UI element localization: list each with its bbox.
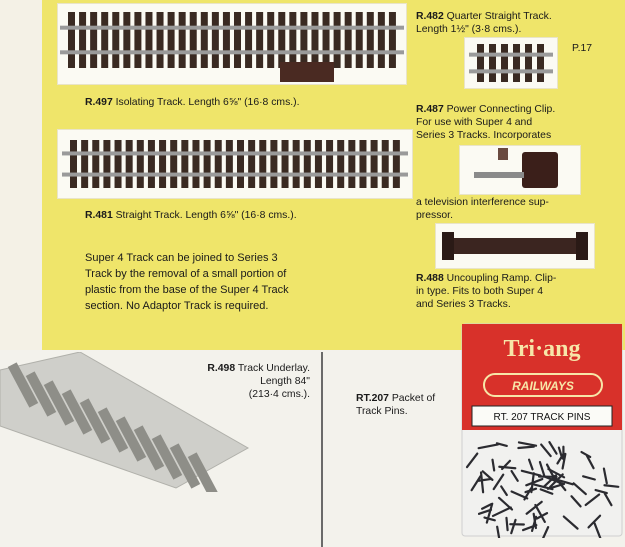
r497-isolating-track-image — [58, 4, 406, 84]
r498-caption: R.498 Track Underlay. Length 84" (213·4 cms.). — [207, 363, 310, 400]
clip-body — [522, 152, 558, 188]
r488-caption: R.488 Uncoupling Ramp. Clip- in type. Fits to both Super 4 and Series 3 Tracks. — [416, 273, 557, 310]
column-divider — [321, 352, 323, 547]
packet-brand: Tri·ang — [503, 336, 581, 362]
track-sleepers — [68, 12, 396, 68]
ramp-end-left — [442, 232, 454, 260]
rt207-packet — [460, 322, 625, 538]
r487-power-clip-image — [460, 146, 580, 194]
page-number: P.17 — [572, 43, 593, 54]
r481-caption: R.481 Straight Track. Length 6⅝" (16·8 cms.). — [85, 210, 297, 221]
packet-label: RT. 207 TRACK PINS — [493, 412, 591, 423]
r482-caption: R.482 Quarter Straight Track. Length 1½" (3·8 cms.). — [416, 11, 552, 35]
r497-caption: R.497 Isolating Track. Length 6⅝" (16·8 cms.). — [85, 97, 300, 108]
track-pin — [506, 518, 507, 530]
track-pin — [604, 485, 618, 487]
clip-tab — [498, 148, 508, 160]
track-rails — [60, 26, 404, 55]
r488-uncoupling-ramp-image — [436, 224, 594, 268]
track-pin — [499, 467, 515, 468]
track-pin — [518, 447, 533, 448]
r481-straight-track-image — [58, 130, 412, 198]
ramp-bar — [446, 238, 584, 254]
track-sleepers — [477, 44, 544, 82]
r482-quarter-track-image — [465, 38, 557, 88]
packet-sub-brand: RAILWAYS — [512, 379, 574, 393]
r487-caption: R.487 Power Connecting Clip. For use with Super 4 and Series 3 Tracks. Incorporates — [416, 104, 556, 141]
rt207-caption: RT.207 Packet of Track Pins. — [356, 393, 436, 417]
ramp-end-right — [576, 232, 588, 260]
clip-prong — [474, 172, 524, 178]
track-sleepers — [70, 140, 400, 188]
r487-caption-cont: a television interference sup- pressor. — [416, 197, 549, 221]
isolating-clip — [280, 62, 334, 82]
track-rails — [62, 151, 408, 176]
adaptor-note: Super 4 Track can be joined to Series 3 Track by the removal of a small portion of plastic from the base of the Super 4 Track section. No Adaptor Track is required. — [85, 252, 289, 312]
